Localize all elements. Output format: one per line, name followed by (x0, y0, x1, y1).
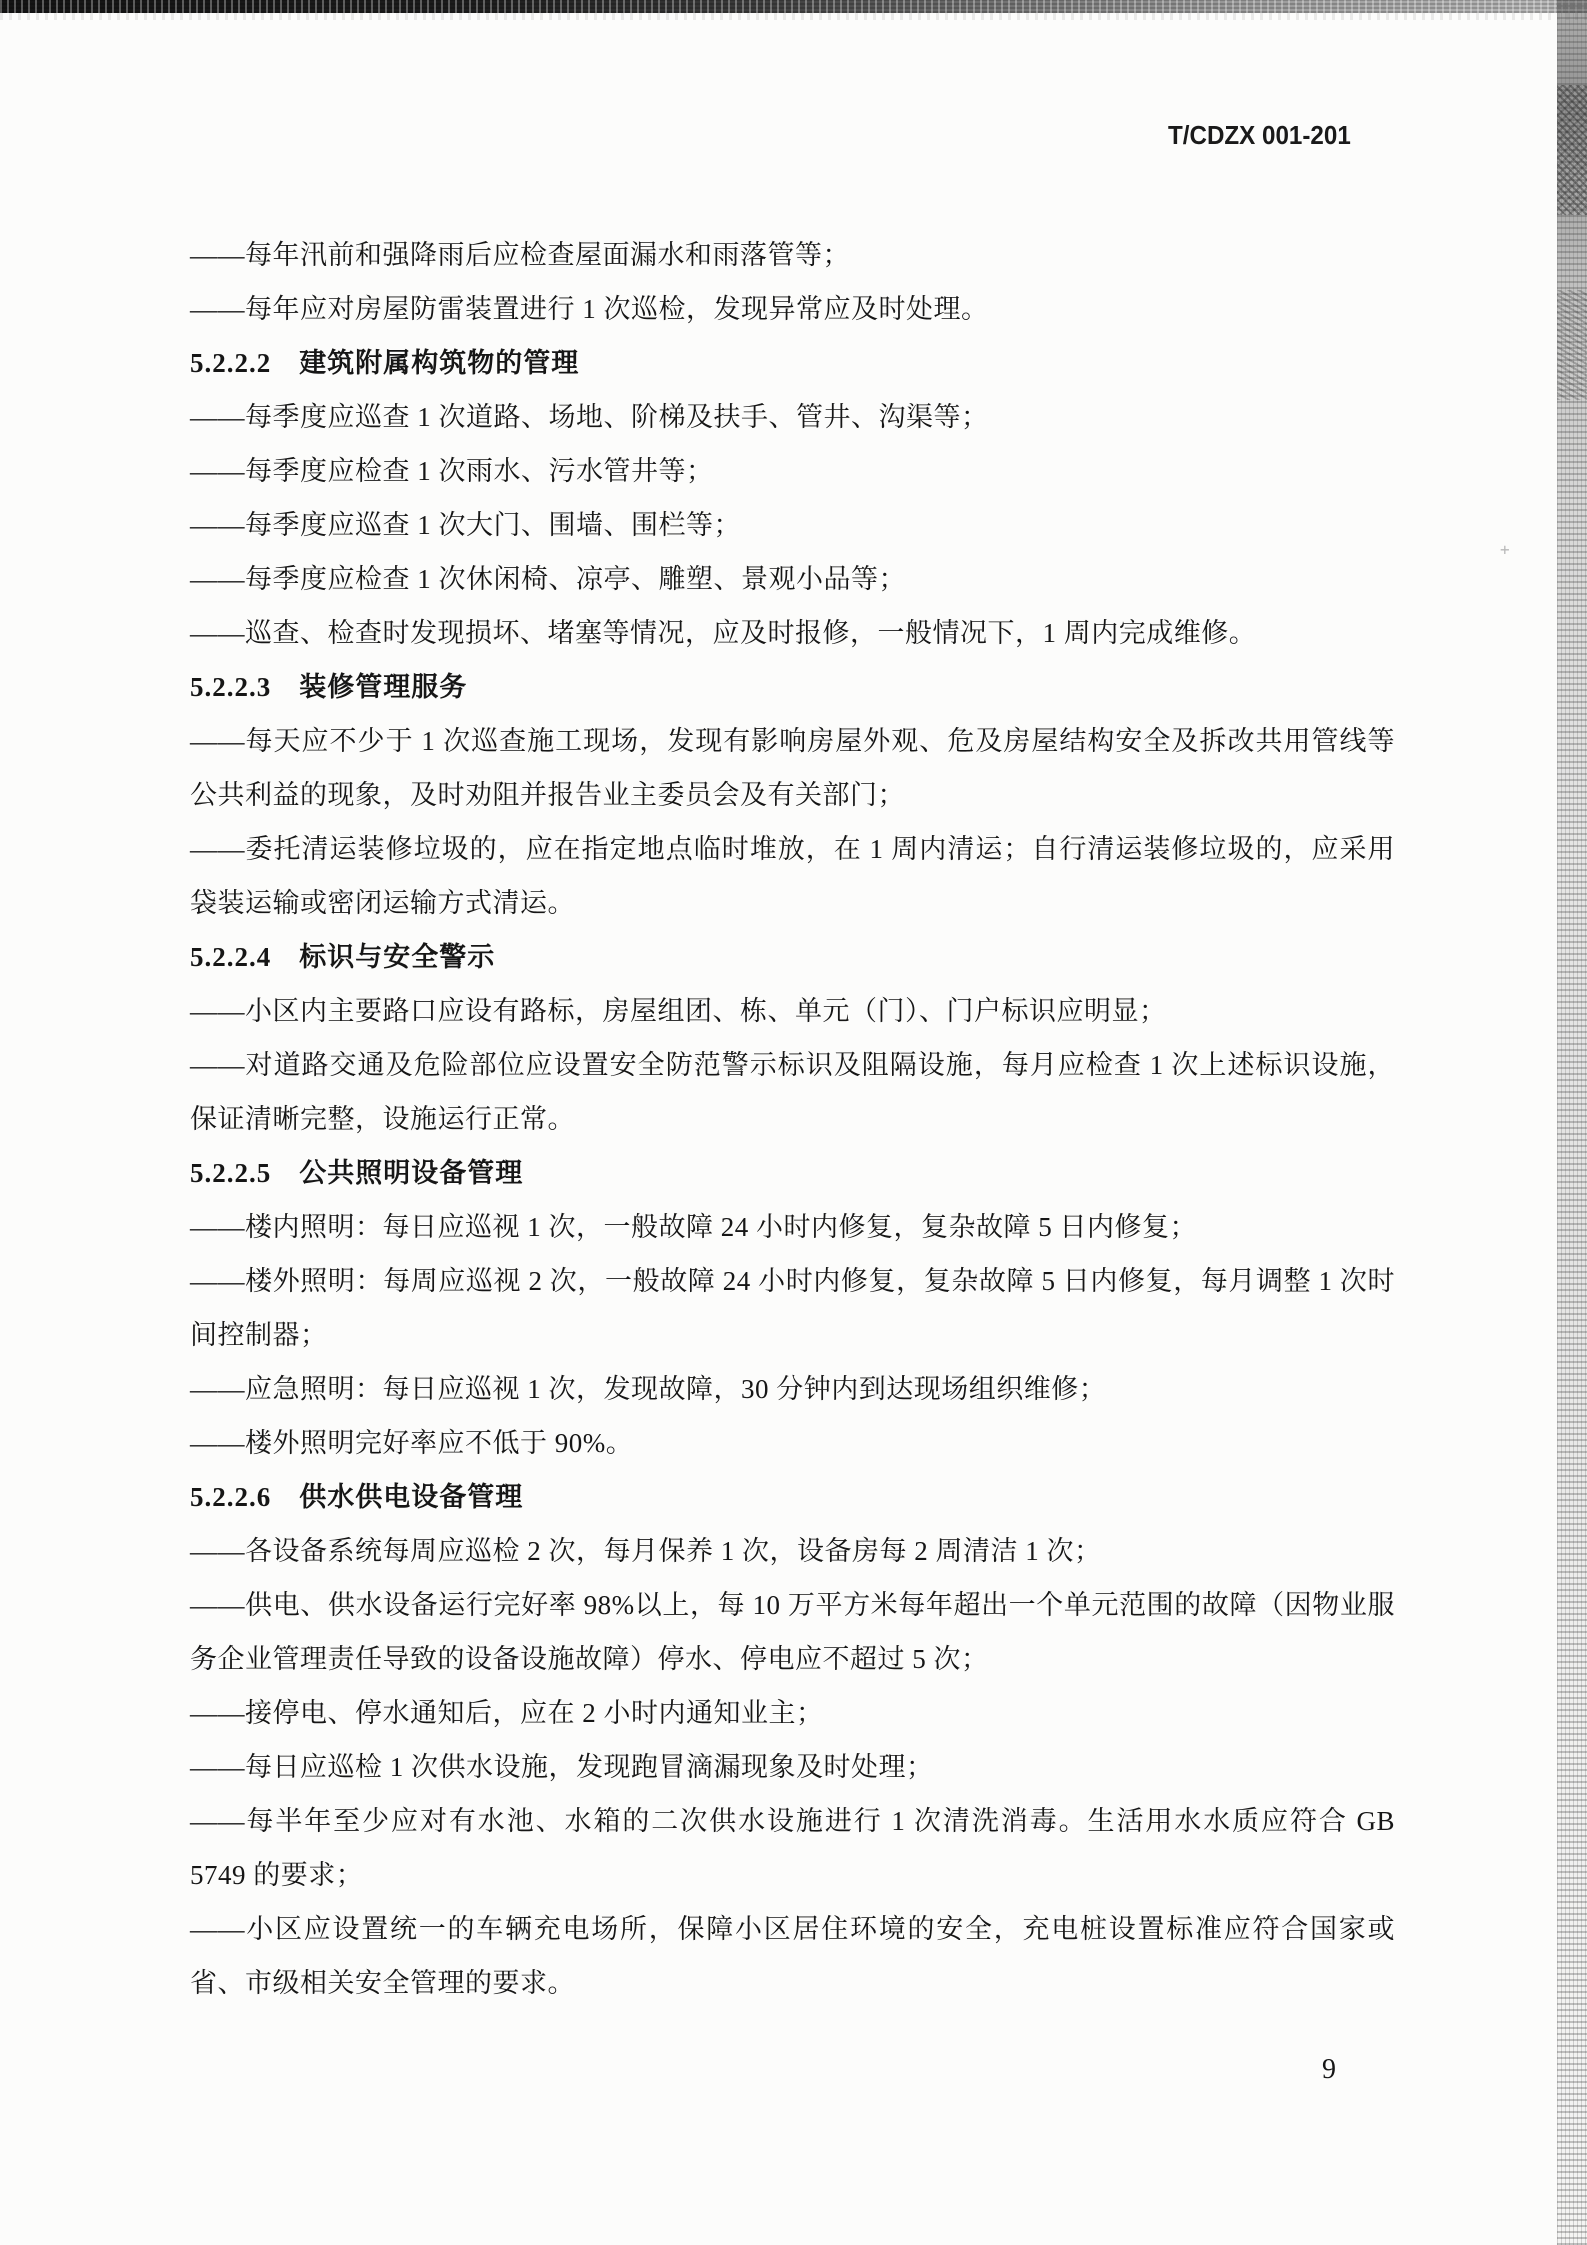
clause-item: ——对道路交通及危险部位应设置安全防范警示标识及阻隔设施，每月应检查 1 次上述标识设施，保证清晰完整，设施运行正常。 (190, 1050, 1395, 1134)
clause-item: ——各设备系统每周应巡检 2 次，每月保养 1 次，设备房每 2 周清洁 1 次； (190, 1536, 1102, 1566)
registration-mark: + (1500, 540, 1510, 559)
document-body (190, 228, 1403, 2010)
clause-item: ——楼外照明完好率应不低于 90%。 (190, 1428, 634, 1458)
clause-item: ——楼外照明：每周应巡视 2 次，一般故障 24 小时内修复，复杂故障 5 日内修复，每月调整 1 次时间控制器； (190, 1266, 1395, 1350)
section-heading: 5.2.2.3 装修管理服务 (190, 672, 468, 702)
clause-item: ——每季度应巡查 1 次大门、围墙、围栏等； (190, 510, 741, 540)
clause-item: ——委托清运装修垃圾的，应在指定地点临时堆放，在 1 周内清运；自行清运装修垃圾的，应采用袋装运输或密闭运输方式清运。 (190, 834, 1395, 918)
clause-item: ——巡查、检查时发现损坏、堵塞等情况，应及时报修，一般情况下，1 周内完成维修。 (190, 618, 1257, 648)
scan-top-edge-artifact (0, 0, 1587, 13)
clause-item: ——每季度应检查 1 次休闲椅、凉亭、雕塑、景观小品等； (190, 564, 906, 594)
section-heading: 5.2.2.6 供水供电设备管理 (190, 1482, 524, 1512)
scan-right-noise-artifact (1557, 0, 1587, 2245)
clause-item: ——每年汛前和强降雨后应检查屋面漏水和雨落管等； (190, 240, 850, 270)
clause-item: ——接停电、停水通知后，应在 2 小时内通知业主； (190, 1698, 824, 1728)
clause-item: ——每年应对房屋防雷装置进行 1 次巡检，发现异常应及时处理。 (190, 294, 989, 324)
clause-item: ——供电、供水设备运行完好率 98%以上，每 10 万平方米每年超出一个单元范围的故障（因物业服务企业管理责任导致的设备设施故障）停水、停电应不超过 5 次； (190, 1590, 1395, 1674)
clause-item: ——应急照明：每日应巡视 1 次，发现故障，30 分钟内到达现场组织维修； (190, 1374, 1107, 1404)
clause-item: ——每半年至少应对有水池、水箱的二次供水设施进行 1 次清洗消毒。生活用水水质应符合 GB 5749 的要求； (190, 1806, 1403, 1890)
section-heading: 5.2.2.5 公共照明设备管理 (190, 1158, 524, 1188)
clause-item: ——小区应设置统一的车辆充电场所，保障小区居住环境的安全，充电桩设置标准应符合国家或省、市级相关安全管理的要求。 (190, 1914, 1395, 1998)
clause-item: ——每天应不少于 1 次巡查施工现场，发现有影响房屋外观、危及房屋结构安全及拆改共用管线等公共利益的现象，及时劝阻并报告业主委员会及有关部门； (190, 726, 1395, 810)
clause-item: ——每季度应检查 1 次雨水、污水管井等； (190, 456, 714, 486)
standard-reference-header: T/CDZX 001-201 (1168, 120, 1351, 150)
clause-item: ——小区内主要路口应设有路标，房屋组团、栋、单元（门）、门户标识应明显； (190, 996, 1167, 1026)
clause-item: ——每季度应巡查 1 次道路、场地、阶梯及扶手、管井、沟渠等； (190, 402, 989, 432)
clause-item: ——楼内照明：每日应巡视 1 次，一般故障 24 小时内修复，复杂故障 5 日内修复； (190, 1212, 1197, 1242)
clause-item: ——每日应巡检 1 次供水设施，发现跑冒滴漏现象及时处理； (190, 1752, 934, 1782)
section-heading: 5.2.2.2 建筑附属构筑物的管理 (190, 348, 580, 378)
page-number: 9 (1322, 2054, 1336, 2085)
section-heading: 5.2.2.4 标识与安全警示 (190, 942, 496, 972)
